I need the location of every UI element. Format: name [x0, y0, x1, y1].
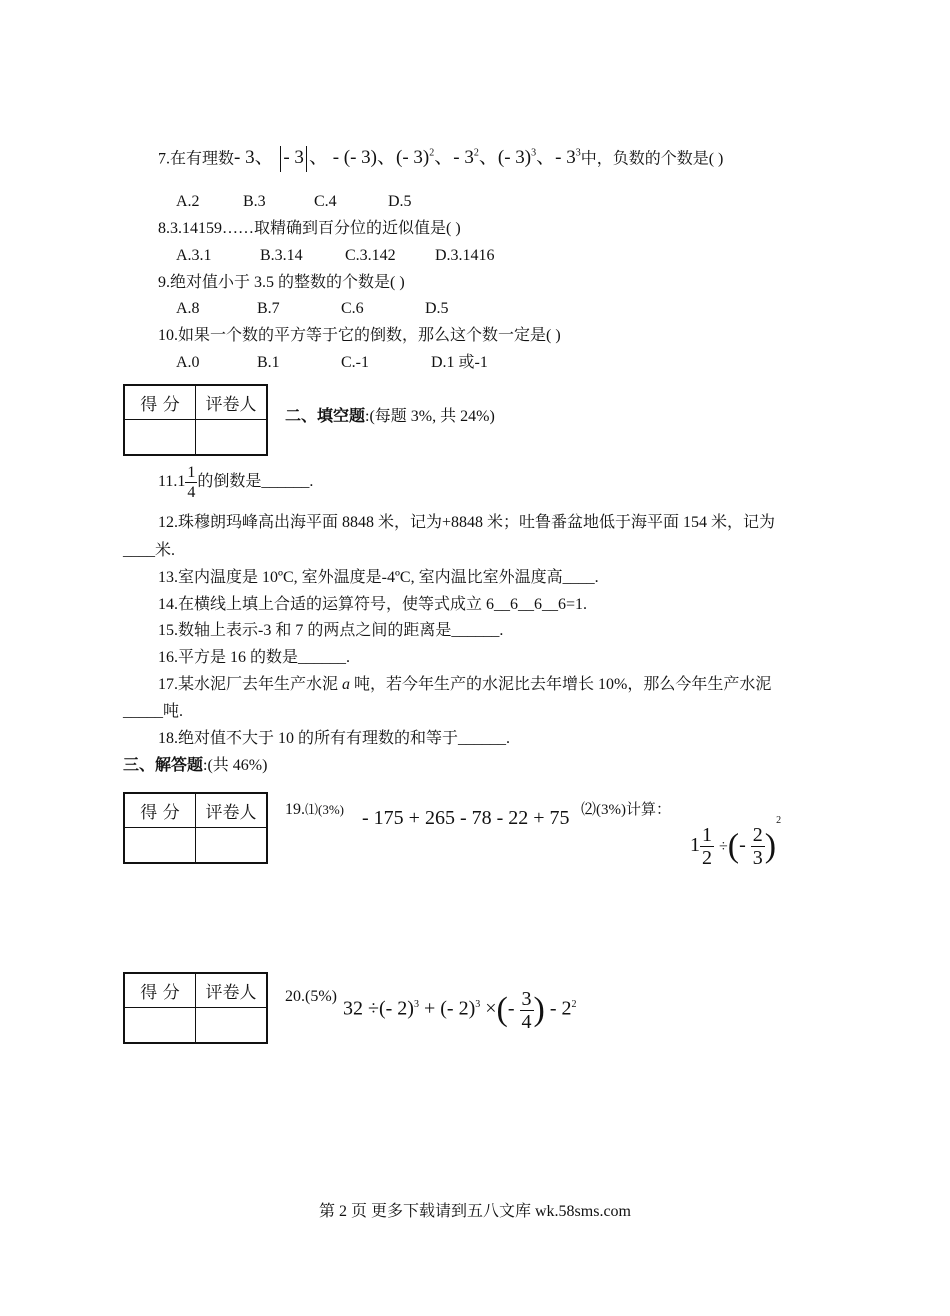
q7-term-b: - 3 [283, 147, 304, 169]
question-8: 8.3.14159……取精确到百分位的近似值是( ) [158, 220, 461, 237]
abs-bar-left [280, 146, 281, 172]
question-11: 11.1 $\frac{1}{4}$ 的倒数是______. [158, 463, 314, 501]
question-19-part-2: ⑵(3%)计算： [581, 802, 671, 818]
q7-term-e: - 3 [453, 147, 474, 169]
grader-cell [196, 1008, 268, 1044]
q7-term-c: - (- 3) [332, 147, 378, 169]
grader-cell [196, 828, 268, 864]
q8-option-a: A.3.1 [176, 247, 212, 264]
question-14: 14.在横线上填上合适的运算符号，使等式成立 6__6__6__6=1. [158, 596, 588, 613]
q10-option-d: D.1 或-1 [431, 354, 488, 371]
question-15: 15.数轴上表示-3 和 7 的两点之间的距离是______. [158, 622, 504, 639]
q10-option-a: A.0 [176, 354, 200, 371]
q7-term-g: - 3 [555, 147, 576, 169]
question-10: 10.如果一个数的平方等于它的倒数，那么这个数一定是( ) [158, 327, 561, 344]
q10-option-c: C.-1 [341, 354, 369, 371]
q19-expression-1: - 175 + 265 - 78 - 22 + 75 [362, 807, 570, 829]
q7-prefix: 7.在有理数 [158, 150, 235, 168]
q8-option-d: D.3.1416 [435, 247, 495, 264]
question-7: 7.在有理数- 3、 - 3 、 - (- 3)、(- 3)$^2$、- $3^2$、(- 3)$^3$、- $3^3$中，负数的个数是( ) [158, 144, 723, 172]
q19-expression-2: 1 $\frac{1}{2}$ ÷(- $\frac{2}{3}$ )$^2$ [690, 815, 782, 869]
q7-option-a: A.2 [176, 193, 200, 210]
score-cell [124, 828, 196, 864]
question-20-label: 20.(5%) [285, 988, 337, 1005]
page-footer: 第 2 页 更多下载请到五八文库 wk.58sms.com [318, 1203, 631, 1220]
q9-option-a: A.8 [176, 300, 200, 317]
paren-right: ) [764, 827, 777, 865]
fraction-two-thirds: $\frac{2}{3}$ [752, 823, 763, 869]
variable-a: a [342, 676, 351, 693]
q7-term-f: (- 3) [497, 147, 532, 169]
question-12-line-2: ____米. [123, 542, 176, 559]
q7-option-c: C.4 [314, 193, 337, 210]
question-17-line-1: 17.某水泥厂去年生产水泥 a 吨，若今年生产的水泥比去年增长 10%，那么今年生产水泥 [158, 676, 772, 693]
paren-left: ( [727, 827, 740, 865]
score-header: 得 分 [124, 385, 196, 420]
q8-option-c: C.3.142 [345, 247, 396, 264]
score-table-question-19 [123, 792, 268, 864]
q7-term-a: - 3 [234, 147, 255, 169]
grader-cell [196, 420, 268, 456]
q7-option-d: D.5 [388, 193, 412, 210]
score-header: 得 分 [124, 793, 196, 828]
section-2-heading: 二、填空题:(每题 3%, 共 24%) [285, 408, 495, 425]
q7-suffix: 中，负数的个数是( ) [580, 150, 724, 168]
score-table-section-2 [123, 384, 268, 456]
grader-header: 评卷人 [196, 385, 268, 420]
grader-header: 评卷人 [196, 793, 268, 828]
question-13: 13.室内温度是 10ºC, 室外温度是-4ºC, 室内温比室外温度高____. [158, 569, 599, 586]
question-19-part-1: 19.⑴(3%) [285, 801, 344, 818]
fraction-three-quarters: $\frac{3}{4}$ [521, 987, 532, 1033]
fraction-one-quarter: $\frac{1}{4}$ [187, 463, 196, 501]
score-header: 得 分 [124, 973, 196, 1008]
section-3-heading: 三、解答题:(共 46%) [123, 757, 268, 774]
q9-option-c: C.6 [341, 300, 364, 317]
grader-header: 评卷人 [196, 973, 268, 1008]
q10-option-b: B.1 [257, 354, 280, 371]
score-cell [124, 1008, 196, 1044]
paren-right: ) [533, 991, 545, 1029]
q7-option-b: B.3 [243, 193, 266, 210]
paren-left: ( [496, 991, 508, 1029]
question-17-line-2: _____吨. [123, 703, 184, 720]
question-12-line-1: 12.珠穆朗玛峰高出海平面 8848 米，记为+8848 米；吐鲁番盆地低于海平面 154 米，记为 [158, 514, 776, 531]
abs-bar-right [306, 146, 307, 172]
fraction-one-half: $\frac{1}{2}$ [702, 823, 712, 869]
question-18: 18.绝对值不大于 10 的所有有理数的和等于______. [158, 730, 511, 747]
score-table-question-20 [123, 972, 268, 1044]
q9-option-d: D.5 [425, 300, 449, 317]
score-cell [124, 420, 196, 456]
q8-option-b: B.3.14 [260, 247, 303, 264]
q7-term-d: (- 3) [396, 147, 430, 169]
q20-expression: 32 ÷(- 2)$^3$ + (- 2)$^3$ ×(- $\frac{3}{4}$ ) - $2^2$ [343, 987, 577, 1033]
q9-option-b: B.7 [257, 300, 280, 317]
question-9: 9.绝对值小于 3.5 的整数的个数是( ) [158, 274, 405, 291]
question-16: 16.平方是 16 的数是______. [158, 649, 351, 666]
